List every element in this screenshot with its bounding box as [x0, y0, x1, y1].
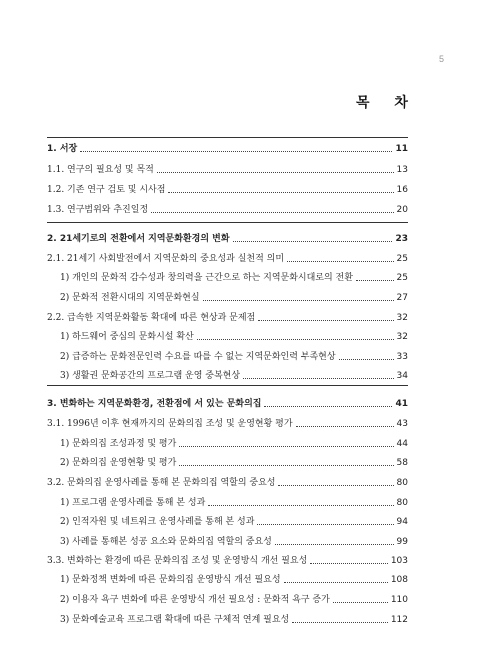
toc-leader-dots	[292, 613, 388, 623]
toc-title: 목 차	[356, 95, 418, 111]
toc-entry-label: 1) 문화정책 변화에 따른 문화의집 운영방식 개선 필요성	[60, 575, 281, 585]
toc-leader-dots	[80, 142, 392, 152]
toc-entry-label: 3.3. 변화하는 환경에 따른 문화의집 조성 및 운영방식 개선 필요성	[47, 556, 308, 566]
toc-entry-label: 2.1. 21세기 사회발전에서 지역문화의 중요성과 실천적 의미	[47, 254, 285, 264]
toc-leader-dots	[278, 476, 393, 486]
toc-section	[47, 182, 408, 198]
toc-entry-page: 58	[396, 458, 408, 468]
toc-section	[47, 162, 408, 178]
toc-leader-dots	[275, 535, 394, 545]
toc-leader-dots	[257, 515, 393, 525]
toc-entry-label: 1) 문화의집 조성과정 및 평가	[60, 439, 177, 449]
toc-entry-label: 1) 개인의 문화적 감수성과 창의력을 근간으로 하는 지역문화시대로의 전환	[60, 273, 353, 283]
toc-entry-label: 2) 문화적 전환시대의 지역문화현실	[60, 293, 200, 303]
page-number: 5	[438, 54, 444, 64]
toc-entry-label: 2. 21세기로의 전환에서 지역문화환경의 변화	[47, 234, 230, 244]
toc-leader-dots	[339, 350, 394, 360]
toc-entry-page: 13	[396, 165, 408, 175]
toc-entry-label: 3.2. 문화의집 운영사례를 통해 본 문화의집 역할의 중요성	[47, 478, 276, 488]
toc-entry-page: 23	[395, 234, 408, 244]
toc-entry-page: 20	[396, 205, 408, 215]
toc-leader-dots	[284, 573, 388, 583]
toc-entry-page: 112	[390, 615, 408, 625]
toc-leader-dots	[310, 554, 388, 564]
toc-entry-page: 44	[396, 439, 408, 449]
toc-leader-dots	[243, 369, 394, 379]
toc-subsection	[47, 368, 408, 384]
toc-subsection	[47, 495, 408, 511]
toc-entry-page: 80	[396, 478, 408, 488]
toc-leader-dots	[333, 593, 388, 603]
toc-entry-page: 32	[396, 313, 408, 323]
toc-entry-page: 43	[396, 419, 408, 429]
toc-entry-page: 25	[396, 254, 408, 264]
toc-entry-label: 1.3. 연구범위와 추진일정	[47, 205, 149, 215]
toc-entry-label: 2.2. 급속한 지역문화활동 확대에 따른 현상과 문제점	[47, 313, 256, 323]
toc-chapter	[47, 231, 408, 247]
toc-section	[47, 475, 408, 491]
toc-entry-label: 3. 변화하는 지역문화환경, 전환점에 서 있는 문화의집	[47, 399, 262, 409]
toc-entry-page: 11	[395, 144, 408, 154]
toc-leader-dots	[168, 183, 393, 193]
toc-subsection	[47, 455, 408, 471]
toc-subsection	[47, 329, 408, 345]
toc-entry-label: 1.2. 기존 연구 검토 및 시사점	[47, 185, 166, 195]
toc-leader-dots	[203, 291, 394, 301]
toc-leader-dots	[151, 203, 393, 213]
toc-subsection	[47, 270, 408, 286]
toc-leader-dots	[287, 252, 393, 262]
toc-entry-page: 80	[396, 498, 408, 508]
toc-chapter	[47, 396, 408, 412]
toc-entry-page: 41	[395, 399, 408, 409]
toc-subsection	[47, 534, 408, 550]
toc-entry-label: 2) 인적자원 및 네트워크 운영사례를 통해 본 성과	[60, 517, 255, 527]
toc-entry-label: 2) 문화의집 운영현황 및 평가	[60, 458, 177, 468]
toc-entry-page: 25	[396, 273, 408, 283]
toc-entry-page: 99	[396, 537, 408, 547]
toc-leader-dots	[197, 330, 394, 340]
toc-entry-page: 108	[390, 575, 408, 585]
toc-entry-label: 3) 생활권 문화공간의 프로그램 운영 중복현상	[60, 371, 241, 381]
toc-subsection	[47, 612, 408, 628]
toc-leader-dots	[264, 397, 392, 407]
toc-entry-label: 3) 사례를 통해본 성공 요소와 문화의집 역할의 중요성	[60, 537, 272, 547]
toc-entry-label: 1. 서장	[47, 144, 78, 154]
toc-entry-page: 110	[390, 595, 408, 605]
toc-entry-page: 103	[390, 556, 408, 566]
toc-entry-page: 33	[396, 352, 408, 362]
toc-rule-section-2	[47, 222, 408, 223]
toc-entry-label: 2) 급증하는 문화전문인력 수요를 따를 수 없는 지역문화인력 부족현상	[60, 352, 336, 362]
toc-entry-label: 3) 문화예술교육 프로그램 확대에 따른 구체적 연계 필요성	[60, 615, 290, 625]
toc-leader-dots	[208, 496, 393, 506]
toc-section	[47, 310, 408, 326]
toc-rule-section-3	[47, 385, 408, 386]
toc-entry-label: 1) 프로그램 운영사례를 통해 본 성과	[60, 498, 206, 508]
toc-leader-dots	[296, 417, 394, 427]
toc-leader-dots	[157, 163, 394, 173]
toc-leader-dots	[179, 437, 393, 447]
toc-subsection	[47, 436, 408, 452]
toc-entry-page: 34	[396, 371, 408, 381]
toc-section	[47, 416, 408, 432]
toc-entry-label: 1.1. 연구의 필요성 및 목적	[47, 165, 154, 175]
toc-entry-label: 2) 이용자 욕구 변화에 따른 운영방식 개선 필요성 : 문화적 욕구 증가	[60, 595, 330, 605]
toc-subsection	[47, 514, 408, 530]
toc-entry-page: 94	[396, 517, 408, 527]
toc-subsection	[47, 592, 408, 608]
toc-subsection	[47, 572, 408, 588]
toc-entry-label: 1) 하드웨어 중심의 문화시설 확산	[60, 332, 194, 342]
toc-leader-dots	[258, 311, 393, 321]
toc-leader-dots	[233, 232, 393, 242]
toc-entry-page: 16	[396, 185, 408, 195]
toc-chapter	[47, 141, 408, 157]
toc-subsection	[47, 349, 408, 365]
toc-leader-dots	[356, 271, 394, 281]
toc-entry-label: 3.1. 1996년 이후 현재까지의 문화의집 조성 및 운영현황 평가	[47, 419, 293, 429]
toc-section	[47, 202, 408, 218]
toc-subsection	[47, 290, 408, 306]
toc-section	[47, 251, 408, 267]
toc-entry-page: 32	[396, 332, 408, 342]
toc-entry-page: 27	[396, 293, 408, 303]
toc-section	[47, 553, 408, 569]
toc-rule-top	[47, 137, 408, 138]
toc-leader-dots	[179, 456, 393, 466]
